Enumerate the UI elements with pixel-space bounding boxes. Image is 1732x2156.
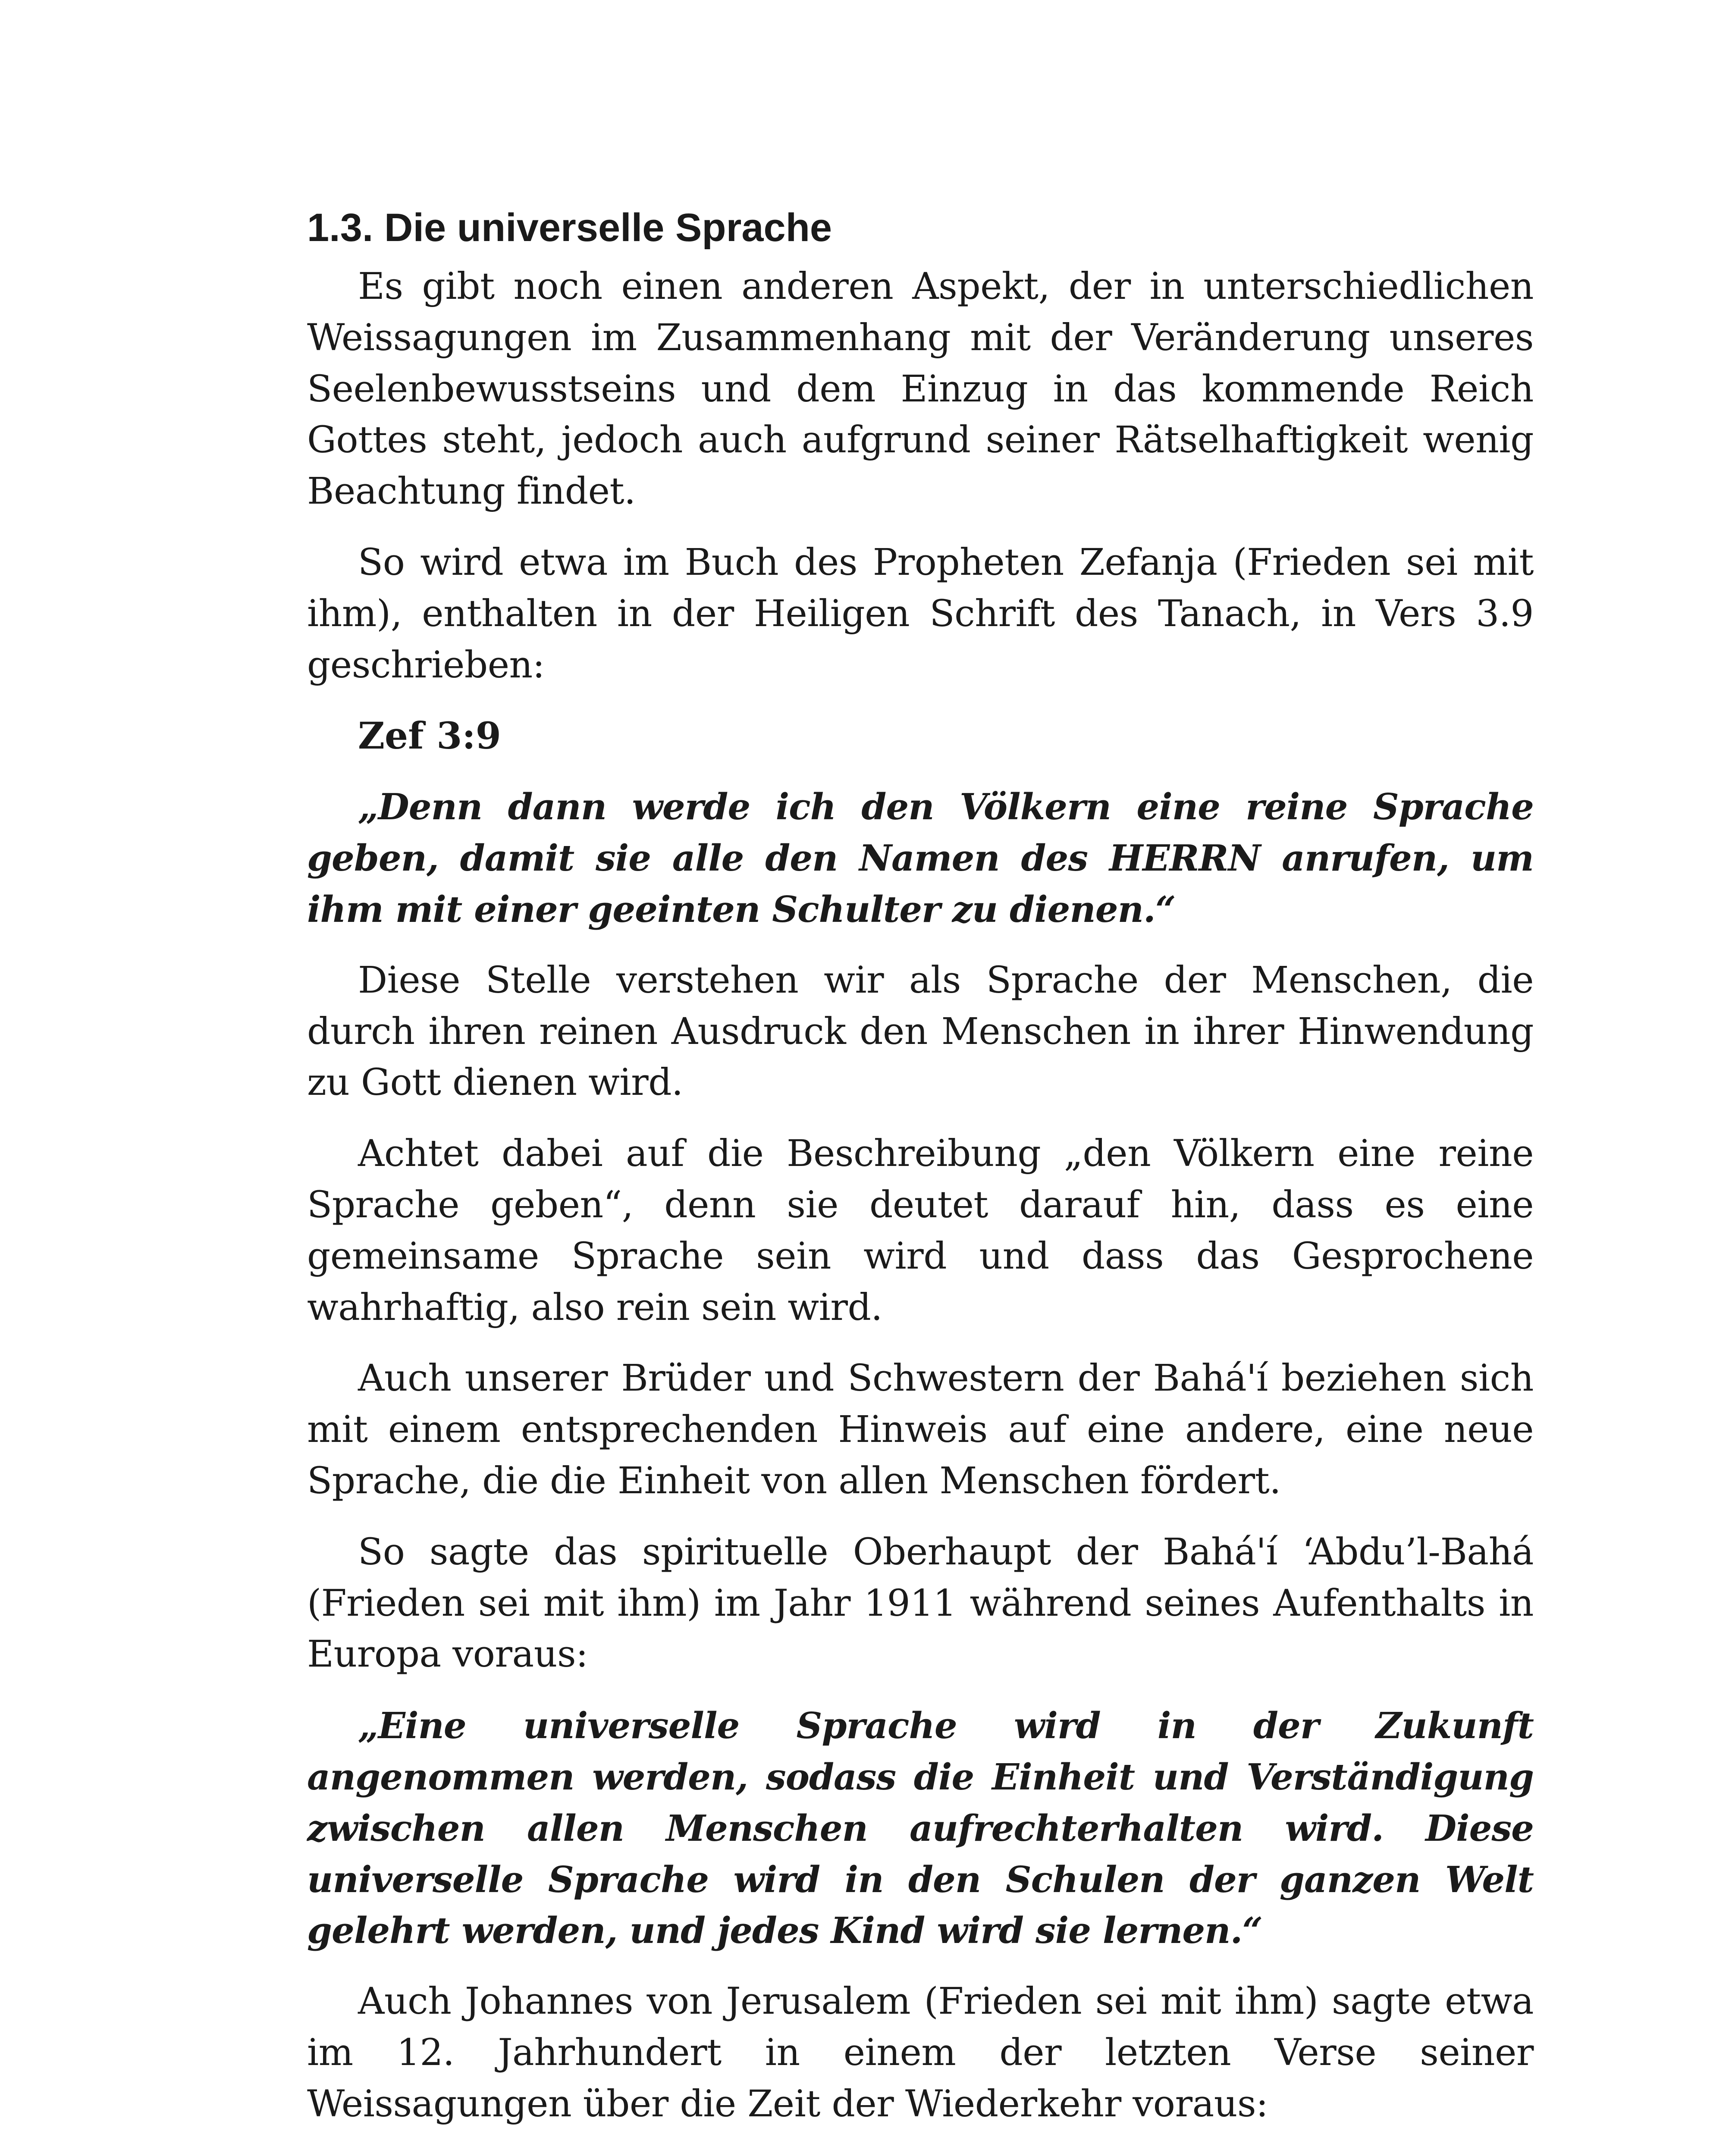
paragraph-description-note: Achtet dabei auf die Beschreibung „den Völkern eine reine Sprache geben“, denn sie deutet darauf hin, dass es eine gemeinsame Sprache sein wird und dass das Gesprochene wahrhaftig, also rein sein wird. [307, 1132, 1534, 1329]
paragraph-bahai-reference: Auch unserer Brüder und Schwestern der Bahá'í beziehen sich mit einem entsprechenden Hinweis auf eine andere, eine neue Sprache, die die Einheit von allen Menschen fördert. [307, 1357, 1534, 1502]
page-content [307, 203, 1534, 2150]
paragraph-abdul-baha-intro: So sagte das spirituelle Oberhaupt der Bahá'í ‘Abdu’l-Bahá (Frieden sei mit ihm) im Jahr 1911 während seines Aufenthalts in Europa voraus: [307, 1530, 1534, 1676]
scripture-quote: „Denn dann werde ich den Völkern eine reine Sprache geben, damit sie alle den Namen des HERRN anrufen, um ihm mit einer geeinten Schulter zu dienen.“ [307, 786, 1534, 931]
paragraph-johannes-intro: Auch Johannes von Jerusalem (Frieden sei mit ihm) sagte etwa im 12. Jahrhundert in einem der letzten Verse seiner Weissagungen über die Zeit der Wiederkehr voraus: [307, 1980, 1534, 2125]
paragraph-zefanja-intro: So wird etwa im Buch des Propheten Zefanja (Frieden sei mit ihm), enthalten in der Heiligen Schrift des Tanach, in Vers 3.9 geschrieben: [307, 541, 1534, 686]
paragraph-intro: Es gibt noch einen anderen Aspekt, der in unterschiedlichen Weissagungen im Zusammenhang mit der Veränderung unseres Seelenbewusstseins und dem Einzug in das kommende Reich Gottes steht, jedoch auch aufgrund seiner Rätselhaftigkeit wenig Beachtung findet. [307, 265, 1534, 513]
section-heading: 1.3. Die universelle Sprache [307, 206, 832, 250]
bahai-quote: „Eine universelle Sprache wird in der Zukunft angenommen werden, sodass die Einheit und Verständigung zwischen allen Menschen aufrechterhalten wird. Diese universelle Sprache wird in den Schulen der ganzen Welt gelehrt werden, und jedes Kind wird sie lernen.“ [307, 1705, 1534, 1952]
scripture-reference: Zef 3:9 [358, 714, 501, 758]
paragraph-interpretation: Diese Stelle verstehen wir als Sprache der Menschen, die durch ihren reinen Ausdruck den Menschen in ihrer Hinwendung zu Gott dienen wird. [307, 959, 1534, 1104]
